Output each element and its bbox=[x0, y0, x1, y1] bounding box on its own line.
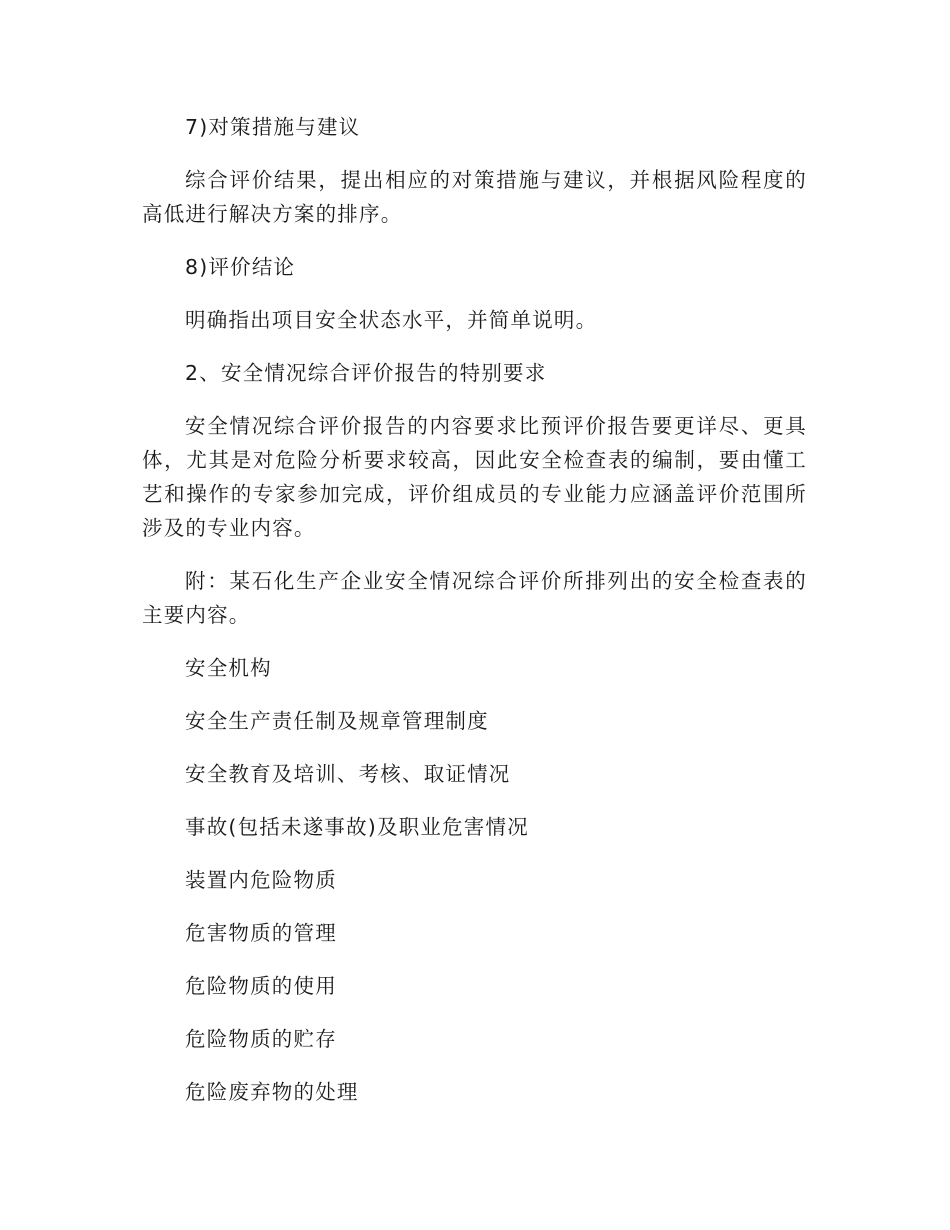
list-item: 装置内危险物质 bbox=[185, 868, 337, 892]
list-item: 危险物质的使用 bbox=[185, 974, 337, 998]
paragraph-special-requirements: 安全情况综合评价报告的内容要求比预评价报告要更详尽、更具体，尤其是对危险分析要求较高，因此安全检查表的编制，要由懂工艺和操作的专家参加完成，评价组成员的专业能力应涵盖评价范围所涉及的专业内容。 bbox=[142, 414, 807, 540]
list-item: 安全机构 bbox=[185, 656, 272, 680]
list-item: 危险物质的贮存 bbox=[185, 1027, 337, 1051]
section-heading-conclusion: 8)评价结论 bbox=[185, 255, 296, 279]
list-item: 事故(包括未遂事故)及职业危害情况 bbox=[185, 815, 529, 839]
paragraph-appendix: 附：某石化生产企业安全情况综合评价所排列出的安全检查表的主要内容。 bbox=[142, 569, 807, 627]
section-heading-countermeasures: 7)对策措施与建议 bbox=[185, 115, 361, 139]
section-heading-special-requirements: 2、安全情况综合评价报告的特别要求 bbox=[185, 361, 547, 385]
list-item: 危险废弃物的处理 bbox=[185, 1080, 359, 1104]
document-body bbox=[142, 110, 807, 1128]
paragraph-countermeasures: 综合评价结果，提出相应的对策措施与建议，并根据风险程度的高低进行解决方案的排序。 bbox=[142, 168, 807, 226]
paragraph-conclusion: 明确指出项目安全状态水平，并简单说明。 bbox=[185, 308, 598, 332]
list-item: 危害物质的管理 bbox=[185, 921, 337, 945]
list-item: 安全生产责任制及规章管理制度 bbox=[185, 709, 489, 733]
list-item: 安全教育及培训、考核、取证情况 bbox=[185, 762, 511, 786]
